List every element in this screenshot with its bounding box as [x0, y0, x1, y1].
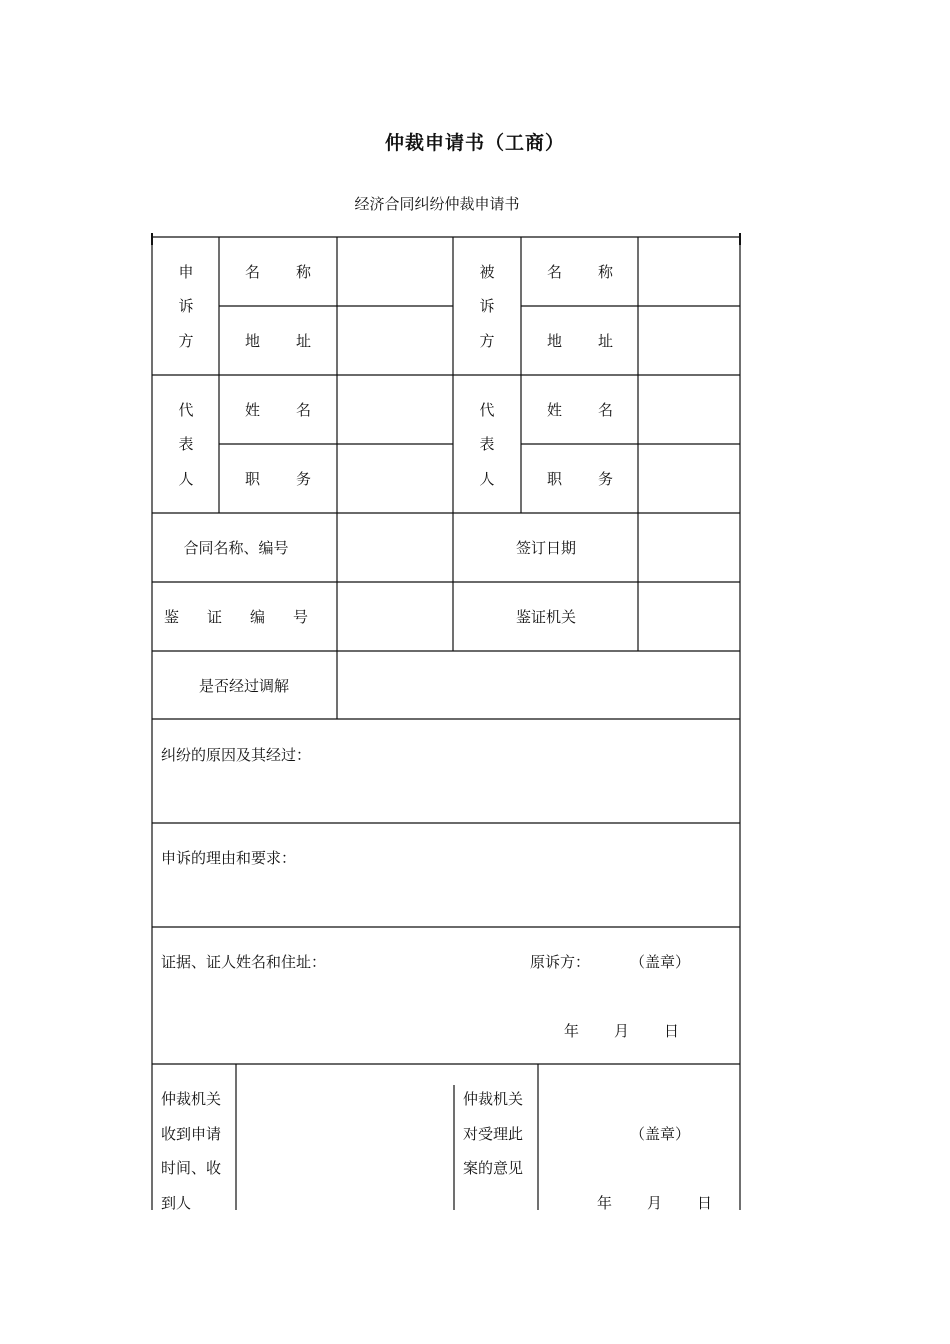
respondent-rep-position-label: 职务	[546, 470, 650, 488]
applicant-side-char-1: 申	[178, 263, 194, 281]
claims-label: 申诉的理由和要求：	[161, 849, 297, 867]
applicant-rep-char-1: 代	[178, 401, 194, 419]
applicant-rep-char-3: 人	[178, 470, 194, 488]
applicant-rep-name-label: 姓名	[244, 401, 348, 419]
respondent-rep-char-3: 人	[479, 470, 495, 488]
received-label-line-4: 到人	[161, 1194, 192, 1212]
applicant-seal-label: 原诉方：	[530, 953, 591, 971]
received-label-line-2: 收到申请	[161, 1125, 222, 1143]
opinion-label-line-3: 案的意见	[463, 1159, 524, 1177]
form-subtitle: 经济合同纠纷仲裁申请书	[354, 195, 520, 213]
contract-sign-date-label: 签订日期	[515, 539, 577, 557]
respondent-side-char-2: 诉	[479, 297, 495, 315]
evidence-date-year: 年	[564, 1022, 580, 1040]
respondent-rep-name-label: 姓名	[546, 401, 650, 419]
arbitration-date-year: 年	[597, 1194, 613, 1212]
applicant-side-char-3: 方	[178, 332, 194, 350]
applicant-rep-position-label: 职务	[244, 470, 348, 488]
verification-authority-label: 鉴证机关	[515, 608, 577, 626]
arbitration-date-day: 日	[697, 1194, 713, 1212]
respondent-side-char-3: 方	[479, 332, 495, 350]
evidence-date-day: 日	[664, 1022, 680, 1040]
verification-number-label: 鉴证编号	[163, 608, 337, 626]
arbitration-date-month: 月	[647, 1194, 663, 1212]
respondent-address-label: 地址	[546, 332, 650, 350]
applicant-address-label: 地址	[244, 332, 348, 350]
received-label-line-1: 仲裁机关	[161, 1090, 222, 1108]
opinion-label-line-1: 仲裁机关	[463, 1090, 524, 1108]
dispute-label: 纠纷的原因及其经过：	[161, 746, 312, 764]
respondent-rep-char-1: 代	[479, 401, 495, 419]
applicant-side-char-2: 诉	[178, 297, 194, 315]
respondent-rep-char-2: 表	[479, 435, 495, 453]
contract-name-number-label: 合同名称、编号	[183, 539, 289, 557]
received-label-line-3: 时间、收	[161, 1159, 222, 1177]
arbitration-seal-mark: （盖章）	[630, 1125, 691, 1143]
respondent-name-label: 名称	[546, 263, 650, 281]
opinion-label-line-2: 对受理此	[463, 1125, 524, 1143]
applicant-rep-char-2: 表	[178, 435, 194, 453]
applicant-name-label: 名称	[244, 263, 348, 281]
applicant-seal-mark: （盖章）	[630, 953, 691, 971]
mediation-label: 是否经过调解	[198, 677, 290, 695]
page-title: 仲裁申请书（工商）	[384, 132, 565, 154]
evidence-date-month: 月	[614, 1022, 630, 1040]
respondent-side-char-1: 被	[479, 263, 495, 281]
evidence-label: 证据、证人姓名和住址：	[161, 953, 327, 971]
